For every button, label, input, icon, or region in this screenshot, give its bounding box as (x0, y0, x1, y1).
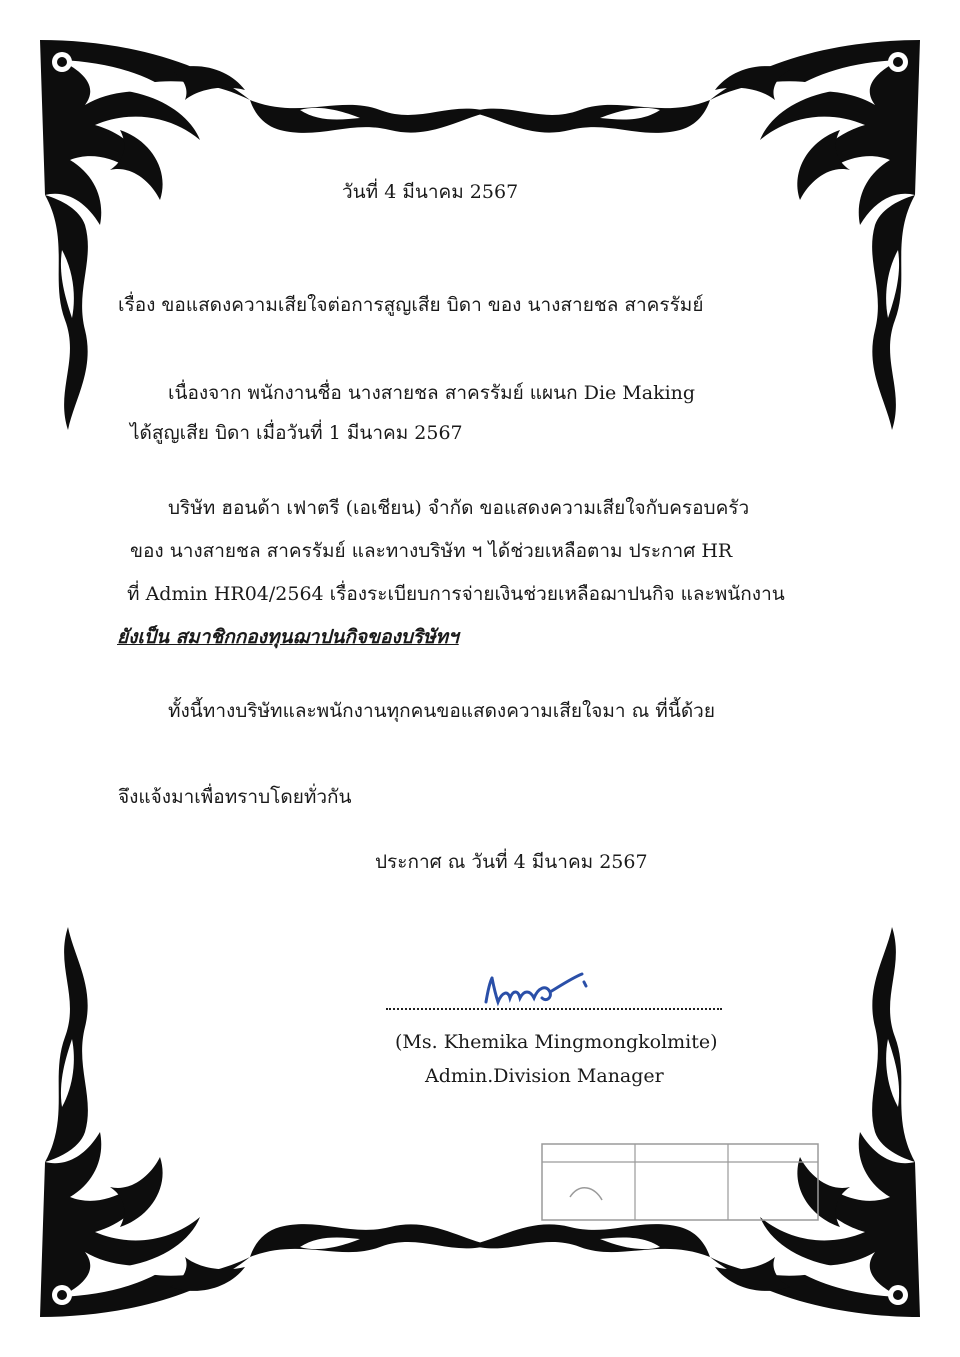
corner-ornament-bottom-left (40, 927, 490, 1317)
signature-mark (480, 968, 600, 1012)
paragraph-2-line-4-emphasis: ยังเป็น สมาชิกกองทุนฌาปนกิจของบริษัทฯ (117, 626, 459, 648)
paragraph-2-line-3: ที่ Admin HR04/2564 เรื่องระเบียบการจ่ายเงินช่วยเหลือฌาปนกิจ และพนักงาน (127, 583, 785, 605)
signatory-title: Admin.Division Manager (425, 1065, 664, 1087)
paragraph-2-line-1: บริษัท ฮอนด้า เฟาตรี (เอเชียน) จำกัด ขอแสดงความเสียใจกับครอบครัว (168, 497, 750, 519)
notice-subject: เรื่อง ขอแสดงความเสียใจต่อการสูญเสีย บิดา ของ นางสายชล สาครรัมย์ (118, 294, 704, 316)
approval-stamp (540, 1142, 820, 1222)
paragraph-1-line-1: เนื่องจาก พนักงานชื่อ นางสายชล สาครรัมย์ แผนก Die Making (168, 382, 696, 404)
signature-line (386, 1008, 722, 1010)
paragraph-2-line-2: ของ นางสายชล สาครรัมย์ และทางบริษัท ฯ ได้ช่วยเหลือตาม ประกาศ HR (130, 540, 733, 562)
announce-date: ประกาศ ณ วันที่ 4 มีนาคม 2567 (375, 851, 648, 873)
corner-ornament-top-right (470, 40, 920, 430)
paragraph-3: ทั้งนี้ทางบริษัทและพนักงานทุกคนขอแสดงความเสียใจมา ณ ที่นี้ด้วย (168, 700, 715, 722)
closing-line: จึงแจ้งมาเพื่อทราบโดยทั่วกัน (118, 786, 352, 808)
paragraph-1-line-2: ได้สูญเสีย บิดา เมื่อวันที่ 1 มีนาคม 2567 (130, 422, 463, 444)
notice-date: วันที่ 4 มีนาคม 2567 (342, 181, 519, 203)
corner-ornament-top-left (40, 40, 490, 430)
signatory-name: (Ms. Khemika Mingmongkolmite) (395, 1031, 718, 1053)
